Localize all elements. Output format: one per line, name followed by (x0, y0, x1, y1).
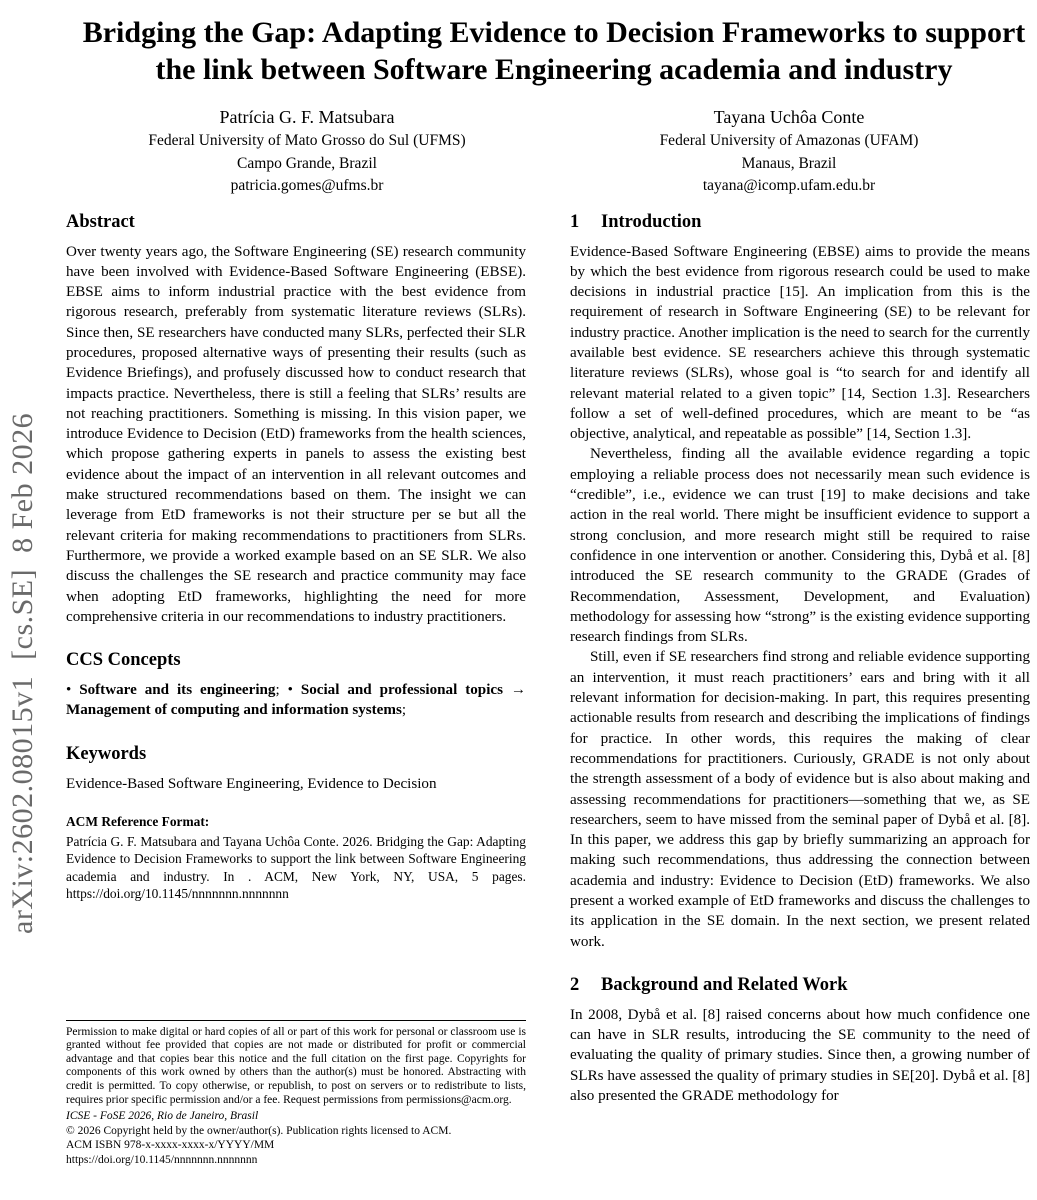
author-name: Patrícia G. F. Matsubara (219, 107, 395, 127)
intro-paragraph-2: Nevertheless, finding all the available evidence regarding a topic employing a reliable process does not necessarily mean such evidence is “credible”, i.e., evidence we can trust [19] to make decisions and take action in the real world. There might be insufficient evidence to support a strong conclusion, and more research might still be required to raise confidence in one intervention or another. Considering this, Dybå et al. [8] introduced the SE research community to the GRADE (Grades of Recommendation, Assessment, Development, and Evaluation) methodology for assessing how “strong” is the existing evidence supporting research findings from SLRs. (570, 446, 1030, 646)
paper-title: Bridging the Gap: Adapting Evidence to Decision Frameworks to support the link between Software Engineering academia and industry (82, 16, 1026, 86)
intro-paragraph-1: Evidence-Based Software Engineering (EBSE) aims to provide the means by which the best evidence from rigorous research could be used to make decisions in industrial practice [15]. An implication from this is the requirement of research in Software Engineering (SE) to be relevant for industry practice. Another implication is the need to search for the currently available best evidence. SE researchers achieve this through systematic literature reviews (SLRs), whose goal is “to search for and identify all relevant material related to a given topic” [14, Section 1.3]. Researchers follow a set of well-defined procedures, which are meant to be “as objective, analytical, and repeatable as possible” [14, Section 1.3]. (570, 243, 1030, 443)
abstract-text: Over twenty years ago, the Software Engineering (SE) research community have been involved with Evidence-Based Software Engineering (EBSE). EBSE aims to inform industrial practice with the best evidence from rigorous research, preferably from systematic literature reviews (SLRs). Since then, SE researchers have conducted many SLRs, perfected their SLR procedures, proposed alternative ways of presenting their results (such as Evidence Briefings), and profusely discussed how to conduct research that impacts practice. Nevertheless, there is still a feeling that SLRs’ results are not reaching practitioners. Something is missing. In this vision paper, we introduce Evidence to Decision (EtD) frameworks from the health sciences, which propose gathering experts in panels to assess the existing best evidence about the impact of an intervention in all relevant outcomes and make structured recommendations based on them. The insight we can leverage from EtD frameworks is not their structure per se but all the relevant criteria for making recommendations to practitioners from SLRs. Furthermore, we provide a worked example based on an SE SLR. We also discuss the challenges the SE research and practice community may face when adopting EtD frameworks, highlighting the need for more comprehensive criteria in our recommendations to industry practitioners. (66, 243, 526, 625)
section-2-heading (570, 975, 1030, 996)
section-title: Introduction (601, 211, 702, 232)
intro-paragraph-3: Still, even if SE researchers find strong and reliable evidence supporting an intervention, it must reach practitioners’ ears and bring with it all relevant information for decision-making. In part, this requires presenting actionable results from research and describing the implications of findings for practice. In other words, this requires the making of clear recommendations for practitioners. Curiously, GRADE is not only about the strength assessment of a body of evidence but is also about making and assessing recommendations for practitioners—something that we, as SE researchers, seem to have missed from the seminal paper of Dybå et al. [8]. In this paper, we address this gap by briefly summarizing an approach for making such recommendations, thus addressing the connection between academia and industry: Evidence to Decision (EtD) frameworks. We also present a worked example of EtD frameworks and discuss the challenges to its application in the SE domain. In the next section, we present related work. (570, 649, 1030, 950)
author-location: Campo Grande, Brazil (237, 154, 377, 172)
author-block-1 (66, 105, 548, 198)
left-column (66, 212, 526, 1173)
author-email[interactable]: tayana@icomp.ufam.edu.br (702, 177, 876, 194)
doi-link[interactable]: https://doi.org/10.1145/nnnnnnn.nnnnnnn (66, 1153, 258, 1166)
ccs-terminator: ; (401, 702, 407, 719)
permission-text: Permission to make digital or hard copies of all or part of this work for personal or classroom use is granted without fee provided that copies are not made or distributed for profit or commercial advantage and that copies bear this notice and the full citation on the first page. Copyrights for components of this work owned by others than the author(s) must be honored. Abstracting with credit is permitted. To copy otherwise, or republish, to post on servers or to redistribute to lists, requires prior specific permission and/or a fee. Request permissions from permissions@acm.org. (66, 1025, 526, 1106)
background-paragraph-1: In 2008, Dybå et al. [8] raised concerns about how much confidence one can have in SLR results, introducing the SE community to the need of evaluating the quality of primary studies. Since then, a growing number of SLRs have assessed the quality of primary studies in SE[20]. Dybå et al. [8] also presented the GRADE methodology for (570, 1006, 1030, 1105)
author-location: Manaus, Brazil (741, 154, 837, 172)
abstract-heading: Abstract (66, 211, 135, 232)
author-affiliation: Federal University of Amazonas (UFAM) (659, 132, 919, 149)
ccs-bullet: • (66, 682, 80, 699)
copyright-line: © 2026 Copyright held by the owner/author(s). Publication rights licensed to ACM. (66, 1124, 452, 1137)
section-number: 1 (570, 211, 580, 232)
author-affiliation: Federal University of Mato Grosso do Sul (UFMS) (148, 132, 466, 149)
keywords-text: Evidence-Based Software Engineering, Evidence to Decision (66, 775, 437, 792)
right-column (570, 212, 1030, 1173)
section-number: 2 (570, 974, 580, 995)
ccs-separator: ; • (275, 682, 301, 699)
ccs-concept-3: Management of computing and information systems (66, 702, 402, 719)
author-name: Tayana Uchôa Conte (713, 107, 865, 127)
ccs-concept-1: Software and its engineering (79, 682, 276, 699)
ccs-concept-2: Social and professional topics (300, 682, 503, 699)
section-1-heading (570, 212, 1030, 233)
keywords-heading: Keywords (66, 743, 147, 764)
section-title: Background and Related Work (601, 974, 848, 995)
arxiv-watermark: arXiv:2602.08015v1 [cs.SE] 8 Feb 2026 (6, 412, 39, 934)
author-block-2 (548, 105, 1030, 198)
authors-block (66, 105, 1030, 198)
footnote-block (66, 1020, 526, 1168)
isbn-line: ACM ISBN 978-x-xxxx-xxxx-x/YYYY/MM (66, 1139, 275, 1152)
acm-reference-heading: ACM Reference Format: (66, 814, 210, 830)
footnote-divider (66, 1020, 526, 1021)
ccs-arrow: → (502, 682, 526, 699)
two-column-body (66, 212, 1030, 1173)
author-email[interactable]: patricia.gomes@ufms.br (230, 177, 384, 194)
acm-reference-text: Patrícia G. F. Matsubara and Tayana Uchôa Conte. 2026. Bridging the Gap: Adapting Evidence to Decision Frameworks to support the link between Software Engineering academia and industry. In . ACM, New York, NY, USA, 5 pages. https://doi.org/10.1145/nnnnnnn.nnnnnnn (66, 834, 526, 902)
ccs-heading: CCS Concepts (66, 650, 181, 671)
venue-line: ICSE - FoSE 2026, Rio de Janeiro, Brasil (66, 1110, 259, 1123)
ccs-text (66, 680, 526, 721)
